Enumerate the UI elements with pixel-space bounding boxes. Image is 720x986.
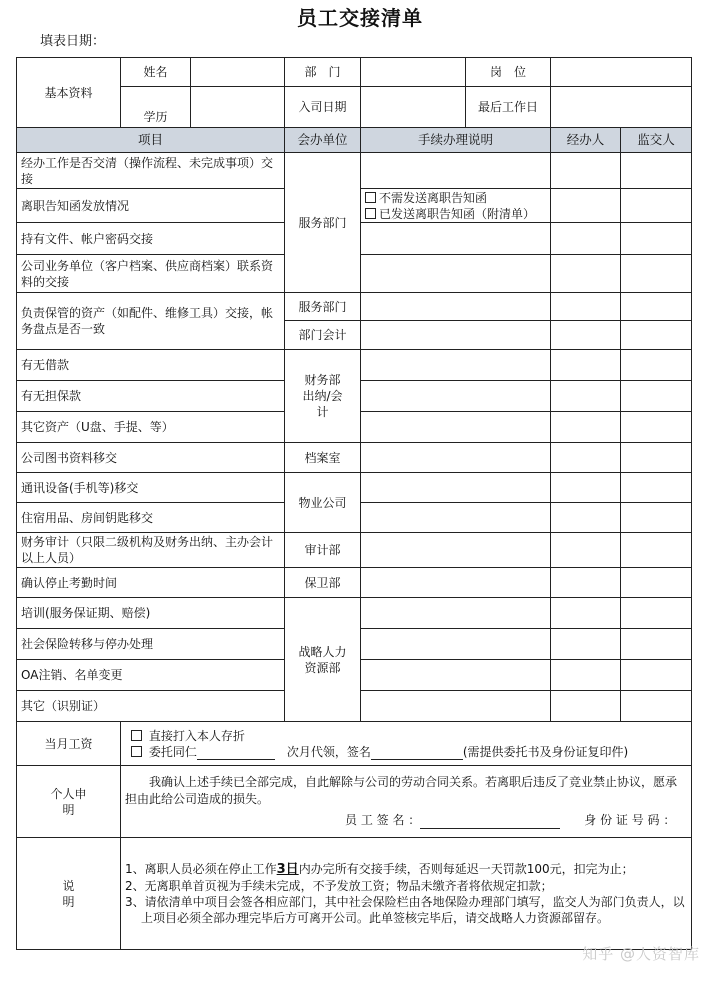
- handler-cell[interactable]: [551, 321, 621, 350]
- item-label: 培训(服务保证期、赔偿): [17, 598, 285, 629]
- hire-date-label: 入司日期: [285, 87, 361, 128]
- supervisor-cell[interactable]: [621, 153, 692, 189]
- name-label: 姓名: [121, 58, 191, 87]
- declaration-label: 个人申明: [17, 766, 121, 838]
- supervisor-cell[interactable]: [621, 443, 692, 473]
- fill-date-label: 填表日期：: [40, 34, 106, 49]
- table-row: [17, 533, 692, 568]
- table-row: [17, 598, 692, 629]
- item-label: 财务审计（只限二级机构及财务出纳、主办会计以上人员）: [17, 533, 285, 568]
- notice-option-no-need[interactable]: 不需发送离职告知函: [365, 190, 546, 206]
- supervisor-cell[interactable]: [621, 412, 692, 443]
- handler-cell[interactable]: [551, 503, 621, 533]
- handler-cell[interactable]: [551, 660, 621, 691]
- handler-cell[interactable]: [551, 293, 621, 321]
- supervisor-cell[interactable]: [621, 293, 692, 321]
- supervisor-cell[interactable]: [621, 598, 692, 629]
- supervisor-cell[interactable]: [621, 189, 692, 223]
- handler-cell[interactable]: [551, 153, 621, 189]
- education-label: 学历: [121, 87, 191, 128]
- item-label: 有无担保款: [17, 381, 285, 412]
- salary-label: 当月工资: [17, 722, 121, 766]
- unit-dept-accounting: 部门会计: [285, 321, 361, 350]
- procedure-cell[interactable]: [361, 443, 551, 473]
- procedure-cell[interactable]: [361, 691, 551, 722]
- salary-options: [121, 722, 692, 766]
- procedure-cell[interactable]: [361, 598, 551, 629]
- dept-label: 部 门: [285, 58, 361, 87]
- item-label: 经办工作是否交清（操作流程、未完成事项）交接: [17, 153, 285, 189]
- item-label: 公司图书资料移交: [17, 443, 285, 473]
- supervisor-cell[interactable]: [621, 533, 692, 568]
- procedure-cell[interactable]: [361, 153, 551, 189]
- supervisor-cell[interactable]: [621, 350, 692, 381]
- procedure-cell[interactable]: [361, 412, 551, 443]
- procedure-cell: [361, 189, 551, 223]
- header-unit: 会办单位: [285, 128, 361, 153]
- unit-audit: 审计部: [285, 533, 361, 568]
- handler-cell[interactable]: [551, 443, 621, 473]
- checkbox-icon[interactable]: [131, 746, 142, 757]
- basic-section-label: 基本资料: [17, 58, 121, 128]
- supervisor-cell[interactable]: [621, 381, 692, 412]
- declaration-row: [17, 766, 692, 838]
- procedure-cell[interactable]: [361, 255, 551, 293]
- procedure-cell[interactable]: [361, 568, 551, 598]
- checkbox-icon[interactable]: [131, 730, 142, 741]
- handler-cell[interactable]: [551, 533, 621, 568]
- item-label: 社会保险转移与停办处理: [17, 629, 285, 660]
- unit-hr: 战略人力资源部: [285, 598, 361, 722]
- notes-row: [17, 838, 692, 950]
- hire-date-field[interactable]: [361, 87, 466, 128]
- handler-cell[interactable]: [551, 381, 621, 412]
- procedure-cell[interactable]: [361, 533, 551, 568]
- table-row: [17, 568, 692, 598]
- table-row: [17, 473, 692, 503]
- supervisor-cell[interactable]: [621, 660, 692, 691]
- header-handler: 经办人: [551, 128, 621, 153]
- watermark: 知乎 @人资智库: [582, 945, 700, 963]
- header-item: 项目: [17, 128, 285, 153]
- education-field[interactable]: [191, 87, 285, 128]
- declaration-signature-row: 员 工 签 名 ： 身 份 证 号 码 ：: [345, 813, 676, 827]
- procedure-cell[interactable]: [361, 350, 551, 381]
- procedure-cell[interactable]: [361, 473, 551, 503]
- item-label: 通讯设备(手机等)移交: [17, 473, 285, 503]
- table-row: [17, 443, 692, 473]
- salary-option-proxy[interactable]: 委托同仁 次月代领，签名 (需提供委托书及身份证复印件): [131, 744, 687, 760]
- supervisor-cell[interactable]: [621, 691, 692, 722]
- signature-blank[interactable]: [371, 759, 463, 760]
- procedure-cell[interactable]: [361, 503, 551, 533]
- item-label: 其它资产（U盘、手提、等）: [17, 412, 285, 443]
- checkbox-icon[interactable]: [365, 208, 376, 219]
- item-label: 离职告知函发放情况: [17, 189, 285, 223]
- declaration-text: 我确认上述手续已全部完成，自此解除与公司的劳动合同关系。若离职后违反了竞业禁止协议，愿承担由此给公司造成的损失。: [125, 775, 678, 806]
- procedure-cell[interactable]: [361, 629, 551, 660]
- unit-service-2: 服务部门: [285, 293, 361, 321]
- notice-option-sent[interactable]: 已发送离职告知函（附清单）: [365, 206, 546, 222]
- item-label: 住宿用品、房间钥匙移交: [17, 503, 285, 533]
- salary-option-direct[interactable]: 直接打入本人存折: [131, 728, 687, 744]
- notes-cell: [121, 838, 692, 950]
- table-row: [17, 153, 692, 189]
- employee-signature-blank[interactable]: [420, 828, 560, 829]
- salary-row: [17, 722, 692, 766]
- item-label: 其它（识别证）: [17, 691, 285, 722]
- notes-label: 说明: [17, 838, 121, 950]
- handler-cell[interactable]: [551, 189, 621, 223]
- handler-cell[interactable]: [551, 255, 621, 293]
- supervisor-cell[interactable]: [621, 629, 692, 660]
- note-1: 1、离职人员必须在停止工作3日内办完所有交接手续，否则每延迟一天罚款100元，扣完为止；: [125, 862, 634, 877]
- post-field[interactable]: [551, 58, 692, 87]
- proxy-name-blank[interactable]: [197, 759, 275, 760]
- dept-field[interactable]: [361, 58, 466, 87]
- handler-cell[interactable]: [551, 473, 621, 503]
- unit-property: 物业公司: [285, 473, 361, 533]
- unit-security: 保卫部: [285, 568, 361, 598]
- handler-cell[interactable]: [551, 568, 621, 598]
- handover-form: [16, 57, 692, 950]
- procedure-cell[interactable]: [361, 660, 551, 691]
- handler-cell[interactable]: [551, 598, 621, 629]
- procedure-cell[interactable]: [361, 381, 551, 412]
- supervisor-cell[interactable]: [621, 473, 692, 503]
- unit-archive: 档案室: [285, 443, 361, 473]
- checkbox-icon[interactable]: [365, 192, 376, 203]
- supervisor-cell[interactable]: [621, 568, 692, 598]
- note-2: 2、无离职单首页视为手续未完成，不予发放工资；物品未缴齐者将依规定扣款；: [125, 879, 553, 893]
- header-procedure: 手续办理说明: [361, 128, 551, 153]
- name-field[interactable]: [191, 58, 285, 87]
- unit-service: 服务部门: [285, 153, 361, 293]
- handler-cell[interactable]: [551, 691, 621, 722]
- item-label: 公司业务单位（客户档案、供应商档案）联系资料的交接: [17, 255, 285, 293]
- unit-finance: 财务部出纳/会计: [285, 350, 361, 443]
- post-label: 岗 位: [466, 58, 551, 87]
- supervisor-cell[interactable]: [621, 223, 692, 255]
- handler-cell[interactable]: [551, 223, 621, 255]
- table-row: [17, 293, 692, 321]
- item-label: 持有文件、帐户密码交接: [17, 223, 285, 255]
- table-row: [17, 350, 692, 381]
- procedure-cell[interactable]: [361, 321, 551, 350]
- page-title: 员工交接清单: [297, 6, 423, 30]
- declaration-cell: [121, 766, 692, 838]
- handler-cell[interactable]: [551, 629, 621, 660]
- procedure-cell[interactable]: [361, 293, 551, 321]
- supervisor-cell[interactable]: [621, 503, 692, 533]
- item-label: 负责保管的资产（如配件、维修工具）交接，帐务盘点是否一致: [17, 293, 285, 350]
- last-day-field[interactable]: [551, 87, 692, 128]
- handler-cell[interactable]: [551, 412, 621, 443]
- supervisor-cell[interactable]: [621, 321, 692, 350]
- supervisor-cell[interactable]: [621, 255, 692, 293]
- procedure-cell[interactable]: [361, 223, 551, 255]
- note-3: 3、请依清单中项目会签各相应部门，其中社会保险栏由各地保险办理部门填写，监交人为部门负责人，以上项目必须全部办理完毕后方可离开公司。此单签核完毕后，请交战略人力资源部留存。: [125, 895, 685, 925]
- item-label: OA注销、名单变更: [17, 660, 285, 691]
- last-day-label: 最后工作日: [466, 87, 551, 128]
- handler-cell[interactable]: [551, 350, 621, 381]
- table-header: [17, 128, 692, 153]
- item-label: 确认停止考勤时间: [17, 568, 285, 598]
- item-label: 有无借款: [17, 350, 285, 381]
- header-supervisor: 监交人: [621, 128, 692, 153]
